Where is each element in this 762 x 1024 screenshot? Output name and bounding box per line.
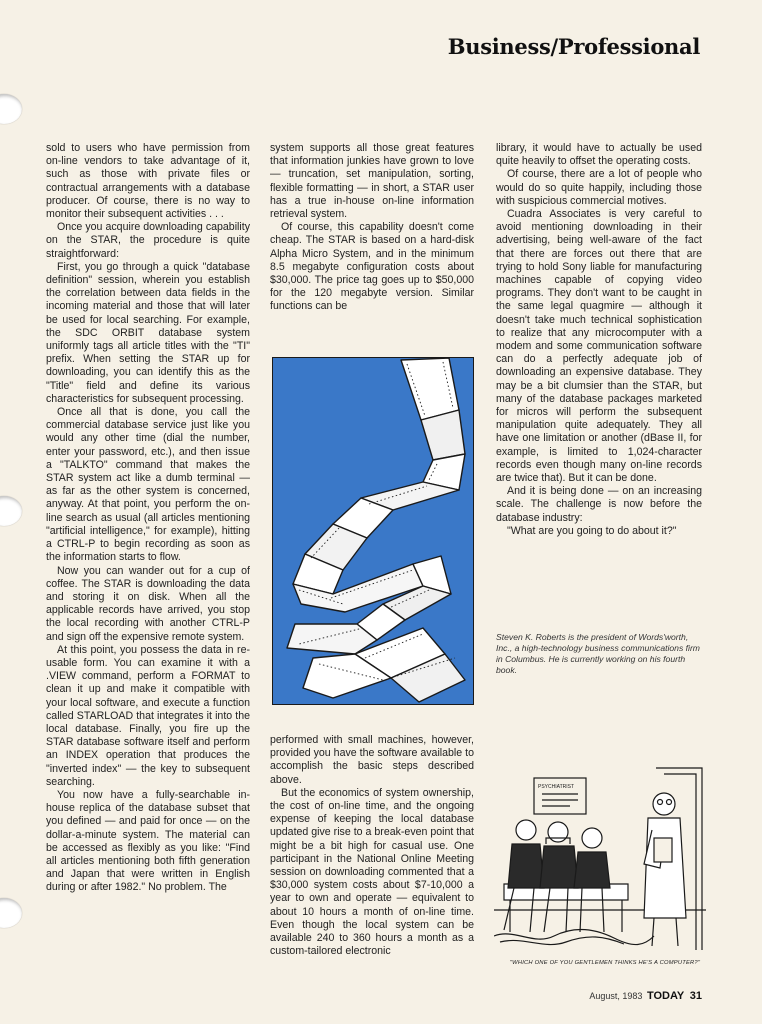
paragraph: Of course, this capability doesn't come cheap. The STAR is based on a hard-disk Alpha Micro System, and in the minimum 8.5 megabyte configuration costs about $30,000. The price tag goes up to $50,000 for the 120 megabyte version. Similar functions can be	[270, 221, 474, 313]
cartoon-caption: "WHICH ONE OF YOU GENTLEMEN THINKS HE'S A COMPUTER?"	[509, 960, 701, 966]
printout-illustration	[272, 357, 474, 705]
psychiatrist-cartoon	[494, 760, 706, 956]
binder-hole-bottom	[0, 898, 22, 928]
paragraph: sold to users who have permission from on-line vendors to take advantage of it, such as those with private files or contractual arrangements with a database producer. Of course, there is no way to monitor their subsequent activities . . .	[46, 142, 250, 221]
binder-hole-top	[0, 94, 22, 124]
paragraph: But the economics of system ownership, the cost of on-line time, and the ongoing expense of keeping the local database updated give rise to a break-even point that might be a bit high for casual use. One participant in the National Online Meeting session on downloading commented that a $30,000 system costs about $7-10,000 a year to own and operate — equivalent to about 10 hours a month of on-line time. Even though the local system can be available 240 to 360 hours a month as a custom-tailored electronic	[270, 786, 474, 958]
section-title: Business/Professional	[447, 34, 700, 59]
page-footer	[589, 990, 702, 1002]
author-bio: Steven K. Roberts is the president of Words'worth, Inc., a high-technology business communications firm in Columbus. He is currently working on his fourth book.	[496, 632, 700, 675]
paragraph: performed with small machines, however, provided you have the software available to accomplish the basic steps described above.	[270, 734, 474, 786]
article-column-1	[46, 142, 250, 895]
paragraph: Now you can wander out for a cup of coffee. The STAR is downloading the data and storing it on disk. When all the applicable records have arrived, you stop the local recording with another CTRL-P and sign off the expensive remote system.	[46, 564, 250, 643]
paragraph: system supports all those great features that information junkies have grown to love — truncation, set manipulation, sorting, flexible formatting — in short, a STAR user has a true in-house on-line information retrieval system.	[270, 142, 474, 221]
paragraph: And it is being done — on an increasing scale. The challenge is now before the database industry:	[496, 485, 702, 524]
certificate-sign: PSYCHIATRIST	[538, 784, 575, 790]
paragraph: "What are you going to do about it?"	[507, 524, 677, 537]
issue-date: August, 1983	[589, 991, 643, 1001]
paragraph: library, it would have to actually be used quite heavily to offset the operating costs.	[496, 142, 702, 168]
paragraph: Once you acquire downloading capability on the STAR, the procedure is quite straightforward:	[46, 221, 250, 260]
paragraph: Of course, there are a lot of people who would do so quite happily, including those with suspicious commercial motives.	[496, 168, 702, 207]
paragraph: At this point, you possess the data in re-usable form. You can examine it with a .VIEW command, perform a FORMAT to clean it up and make it compatible with your local software, and execute a function called STARLOAD that integrates it into the local database. Finally, you fire up the STAR database software itself and perform an INDEX operation that produces the "inverted index" — the key to subsequent searching.	[46, 643, 250, 788]
page-number: 31	[689, 990, 702, 1002]
cartoon-drawing	[494, 760, 706, 956]
paragraph: First, you go through a quick "database definition" session, wherein you establish the correlation between data fields in the incoming material and those that will later be used for local searching. For example, the SDC ORBIT database system uniformly tags all article titles with the "TI" prefix. When setting the STAR up for downloading, you can identify this as the "Title" field and define its various characteristics for subsequent processing.	[46, 260, 250, 405]
article-column-2-top	[270, 142, 474, 314]
article-column-2-bottom	[270, 734, 474, 958]
article-column-3	[496, 142, 702, 538]
binder-hole-middle	[0, 496, 22, 526]
magazine-name: TODAY	[646, 990, 685, 1002]
printout-paper-graphic	[273, 358, 473, 704]
paragraph: You now have a fully-searchable in-house replica of the database subset that you defined — and paid for once — on the dollar-a-minute system. The material can be accessed as flexibly as you like: "Find all articles mentioning both fifth generation and Japan that were written in English during or after 1982." No problem. The	[46, 788, 250, 894]
paragraph: Cuadra Associates is very careful to avoid mentioning downloading in their advertising, being well-aware of the fact that there are forces out there that are trying to hold Sony liable for manufacturing machines capable of copying video programs. They don't want to be caught in the same legal quagmire — although it doesn't take much technical sophistication to realize that any microcomputer with a modem and some communication software can do a perfectly adequate job of downloading an expensive database. They may be a bit clumsier than the STAR, but many of the database packages marketed for micros will perform the subsequent manipulation quite adequately. They all have one limitation or another (dBase II, for example, is limited to 1,024-character records even though many on-line records are twice that). But it can be done.	[496, 208, 702, 485]
paragraph: Once all that is done, you call the commercial database service just like you would any other time (dial the number, enter your password, etc.), and then issue a "TALKTO" command that makes the STAR system act like a dumb terminal — as far as the other system is concerned, anyway. At that point, you perform the on-line search as usual (all articles mentioning "artificial intelligence," for example), hitting a CTRL-P to begin recording as soon as the information starts to flow.	[46, 406, 250, 564]
